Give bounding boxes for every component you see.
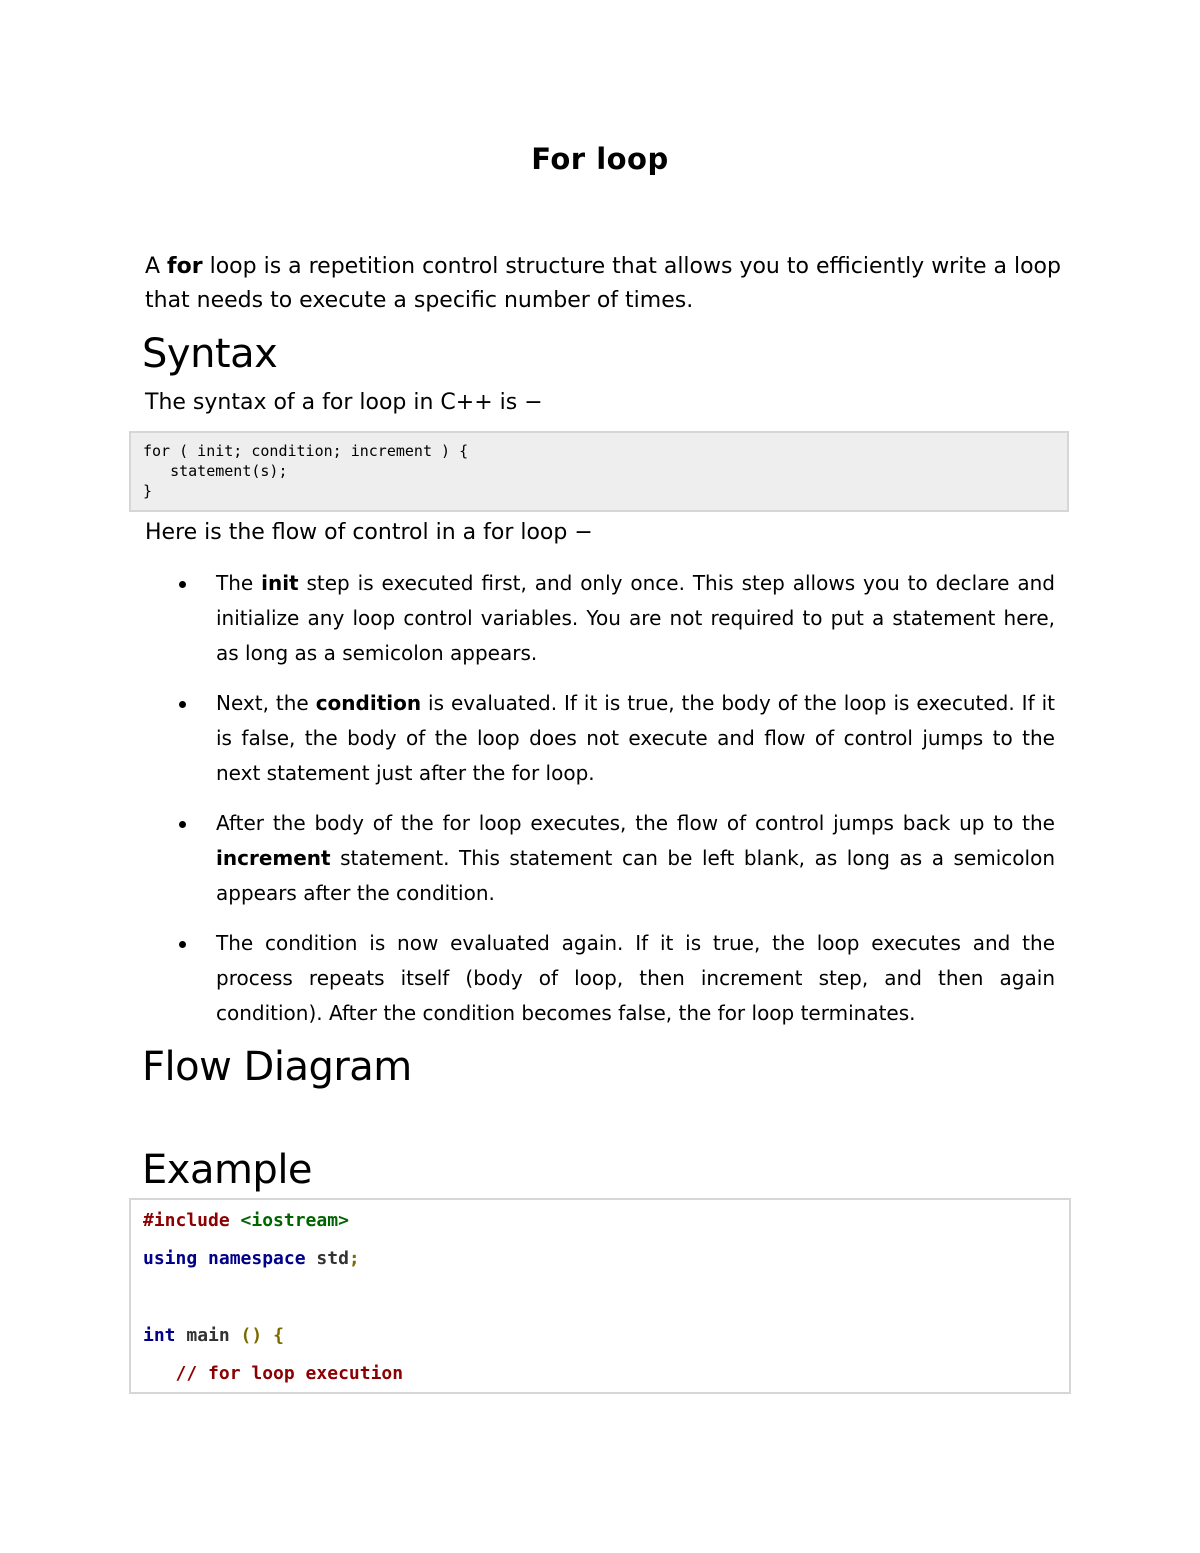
step-text: statement. This statement can be left blank, as long as a semicolon appears after the condition. — [216, 846, 1055, 905]
code-line — [143, 1363, 403, 1384]
code-token: { — [262, 1325, 284, 1346]
code-line — [143, 1210, 349, 1231]
list-item — [175, 926, 1055, 1031]
step-keyword: increment — [216, 846, 331, 870]
flow-diagram-heading: Flow Diagram — [142, 1044, 412, 1090]
code-token: namespace — [197, 1248, 306, 1269]
step-text: Next, the — [216, 691, 316, 715]
code-token: #include — [143, 1210, 230, 1231]
step-text: The — [216, 571, 262, 595]
intro-keyword-for: for — [167, 254, 203, 279]
list-item — [175, 566, 1055, 671]
code-token: main — [175, 1325, 241, 1346]
example-heading: Example — [142, 1147, 313, 1193]
syntax-code-block — [129, 431, 1069, 512]
step-text: step is executed first, and only once. This step allows you to declare and initialize any loop control variables. You are not required to put a statement here, as long as a semicolon appears. — [216, 571, 1055, 665]
intro-text: loop is a repetition control structure that allows you to efficiently write a loop that needs to execute a specific number of times. — [145, 254, 1061, 313]
flow-lead: Here is the flow of control in a for loop − — [145, 520, 593, 545]
step-keyword: condition — [315, 691, 422, 715]
code-token: () — [240, 1325, 263, 1346]
bullet-icon — [179, 701, 186, 708]
step-keyword: init — [261, 571, 299, 595]
code-token: <iostream> — [229, 1210, 349, 1231]
code-token: int — [143, 1325, 176, 1346]
code-token: using — [143, 1248, 198, 1269]
code-comment: // for loop execution — [143, 1363, 404, 1384]
syntax-heading: Syntax — [142, 331, 278, 377]
list-item — [175, 686, 1055, 791]
code-line — [143, 1325, 284, 1346]
flow-steps-list — [175, 566, 1055, 1046]
step-text: The condition is now evaluated again. If it is true, the loop executes and the process repeats itself (body of loop, then increment step, and then again condition). After the condition becomes false, the for loop terminates. — [216, 931, 1055, 1025]
bullet-icon — [179, 581, 186, 588]
syntax-lead: The syntax of a for loop in C++ is − — [145, 390, 543, 415]
bullet-icon — [179, 941, 186, 948]
code-token: std — [305, 1248, 349, 1269]
step-text: is evaluated. If it is true, the body of the loop is executed. If it is false, the body of the loop does not execute and flow of control jumps to the next statement just after the for loop. — [216, 691, 1055, 785]
code-line: } — [143, 482, 153, 500]
step-text: After the body of the for loop executes, the flow of control jumps back up to the — [216, 811, 1055, 835]
code-token: ; — [348, 1248, 360, 1269]
code-line: for ( init; condition; increment ) { — [143, 442, 469, 460]
page-title: For loop — [531, 142, 669, 176]
intro-paragraph — [145, 250, 1065, 318]
code-line: statement(s); — [143, 462, 288, 480]
list-item — [175, 806, 1055, 911]
intro-prefix: A — [145, 254, 168, 279]
code-line — [143, 1248, 360, 1269]
bullet-icon — [179, 821, 186, 828]
example-code-block — [129, 1198, 1071, 1394]
